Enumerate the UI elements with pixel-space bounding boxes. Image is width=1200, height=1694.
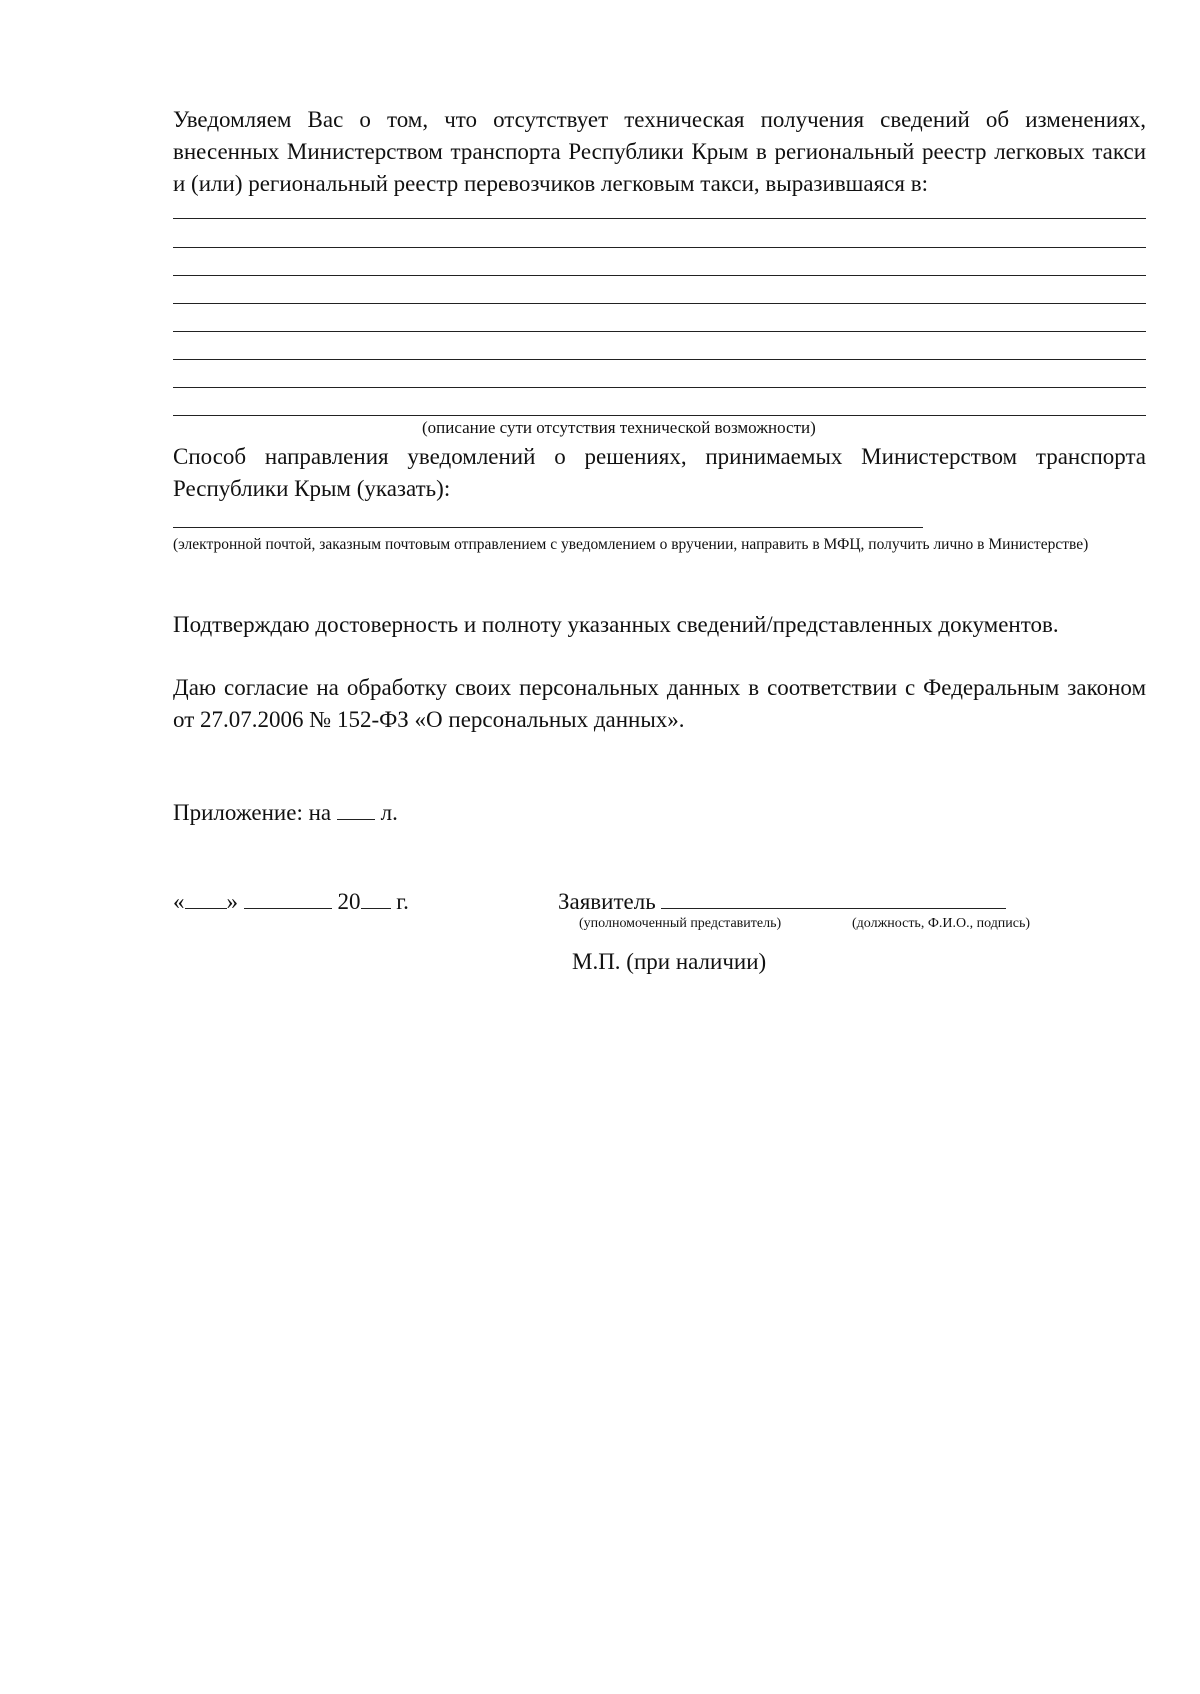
description-line-1[interactable] [173,218,1146,219]
applicant-label: Заявитель [558,889,656,914]
date-line [173,887,409,917]
appendix-prefix: Приложение: на [173,800,332,825]
notification-method-line[interactable] [173,527,923,528]
date-year-suffix: г. [396,889,409,914]
applicant-line [558,887,1006,917]
description-line-7[interactable] [173,387,1146,388]
appendix-line [173,798,398,828]
description-caption: (описание сути отсутствия технической возможности) [422,418,816,437]
date-open-quote: « [173,889,185,914]
date-year-blank[interactable] [361,888,391,909]
appendix-pages-blank[interactable] [337,799,375,820]
applicant-caption-right: (должность, Ф.И.О., подпись) [852,916,1031,931]
date-month-blank[interactable] [244,888,332,909]
description-line-6[interactable] [173,359,1146,360]
confirmation-text: Подтверждаю достоверность и полноту указанных сведений/представленных документов. [173,612,1059,637]
applicant-caption-left: (уполномоченный представитель) [579,916,782,931]
date-year-prefix: 20 [337,889,361,914]
notification-method-hint: (электронной почтой, заказным почтовым отправлением с уведомлением о вручении, направить в МФЦ, получить лично в Министерстве) [173,536,1089,553]
notice-paragraph: Уведомляем Вас о том, что отсутствует техническая получения сведений об изменениях, внесенных Министерством транспорта Республики Крым в региональный реестр легковых такси и (или) региональный реестр перевозчиков легковым такси, выразившаяся в: [173,107,1146,196]
date-close-quote: » [226,889,238,914]
description-line-5[interactable] [173,331,1146,332]
stamp-text: М.П. (при наличии) [572,949,767,974]
applicant-signature-blank[interactable] [661,888,1006,909]
consent-paragraph: Даю согласие на обработку своих персональных данных в соответствии с Федеральным законом от 27.07.2006 № 152-ФЗ «О персональных данных». [173,675,1146,732]
description-line-8[interactable] [173,415,1146,416]
description-line-4[interactable] [173,303,1146,304]
description-line-3[interactable] [173,275,1146,276]
date-day-blank[interactable] [185,888,227,909]
appendix-suffix: л. [380,800,398,825]
notification-method-paragraph: Способ направления уведомлений о решениях, принимаемых Министерством транспорта Республики Крым (указать): [173,444,1146,501]
description-line-2[interactable] [173,247,1146,248]
